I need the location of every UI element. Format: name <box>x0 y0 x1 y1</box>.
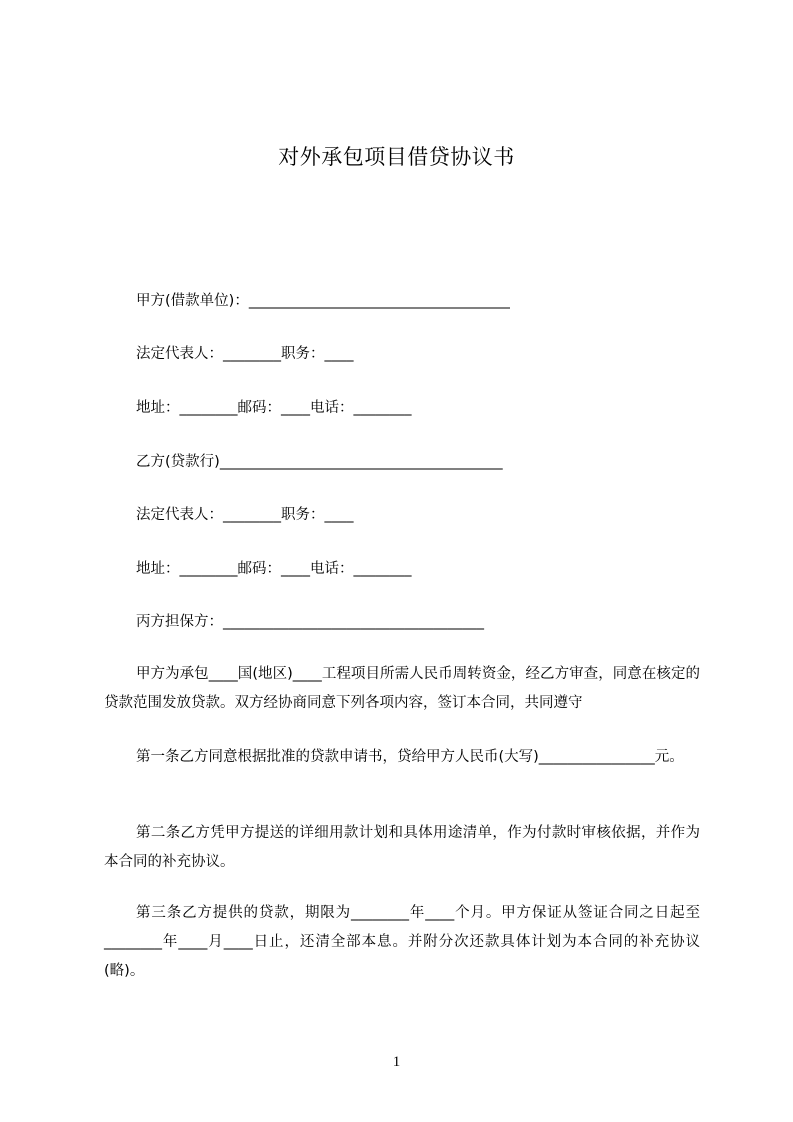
party-b-line: 乙方(贷款行)_______________________________________ <box>136 454 503 470</box>
party-b-address-line: 地址：________邮码：____电话：________ <box>136 561 412 577</box>
party-a-representative-line: 法定代表人：________职务：____ <box>136 346 354 362</box>
article-2-paragraph: 第二条乙方凭甲方提送的详细用款计划和具体用途清单，作为付款时审核依据，并作为本合同的补充协议。 <box>104 825 700 870</box>
article-3-paragraph: 第三条乙方提供的贷款，期限为________年____个月。甲方保证从签证合同之日起至________年____月____日止，还清全部本息。并附分次还款具体计划为本合同的补充协议(略)。 <box>104 905 700 979</box>
party-a-line: 甲方(借款单位)：____________________________________ <box>136 293 510 309</box>
document-title: 对外承包项目借贷协议书 <box>278 145 515 169</box>
party-c-guarantor-line: 丙方担保方：____________________________________ <box>136 614 484 630</box>
party-b-representative-line: 法定代表人：________职务：____ <box>136 507 354 523</box>
party-a-address-line: 地址：________邮码：____电话：________ <box>136 400 412 416</box>
page-number: 1 <box>392 1054 401 1070</box>
article-1-paragraph: 第一条乙方同意根据批准的贷款申请书，贷给甲方人民币(大写)________________元。 <box>136 749 684 765</box>
preamble-paragraph: 甲方为承包____国(地区)____工程项目所需人民币周转资金，经乙方审查，同意在核定的贷款范围发放贷款。双方经协商同意下列各项内容，签订本合同，共同遵守 <box>104 666 700 711</box>
